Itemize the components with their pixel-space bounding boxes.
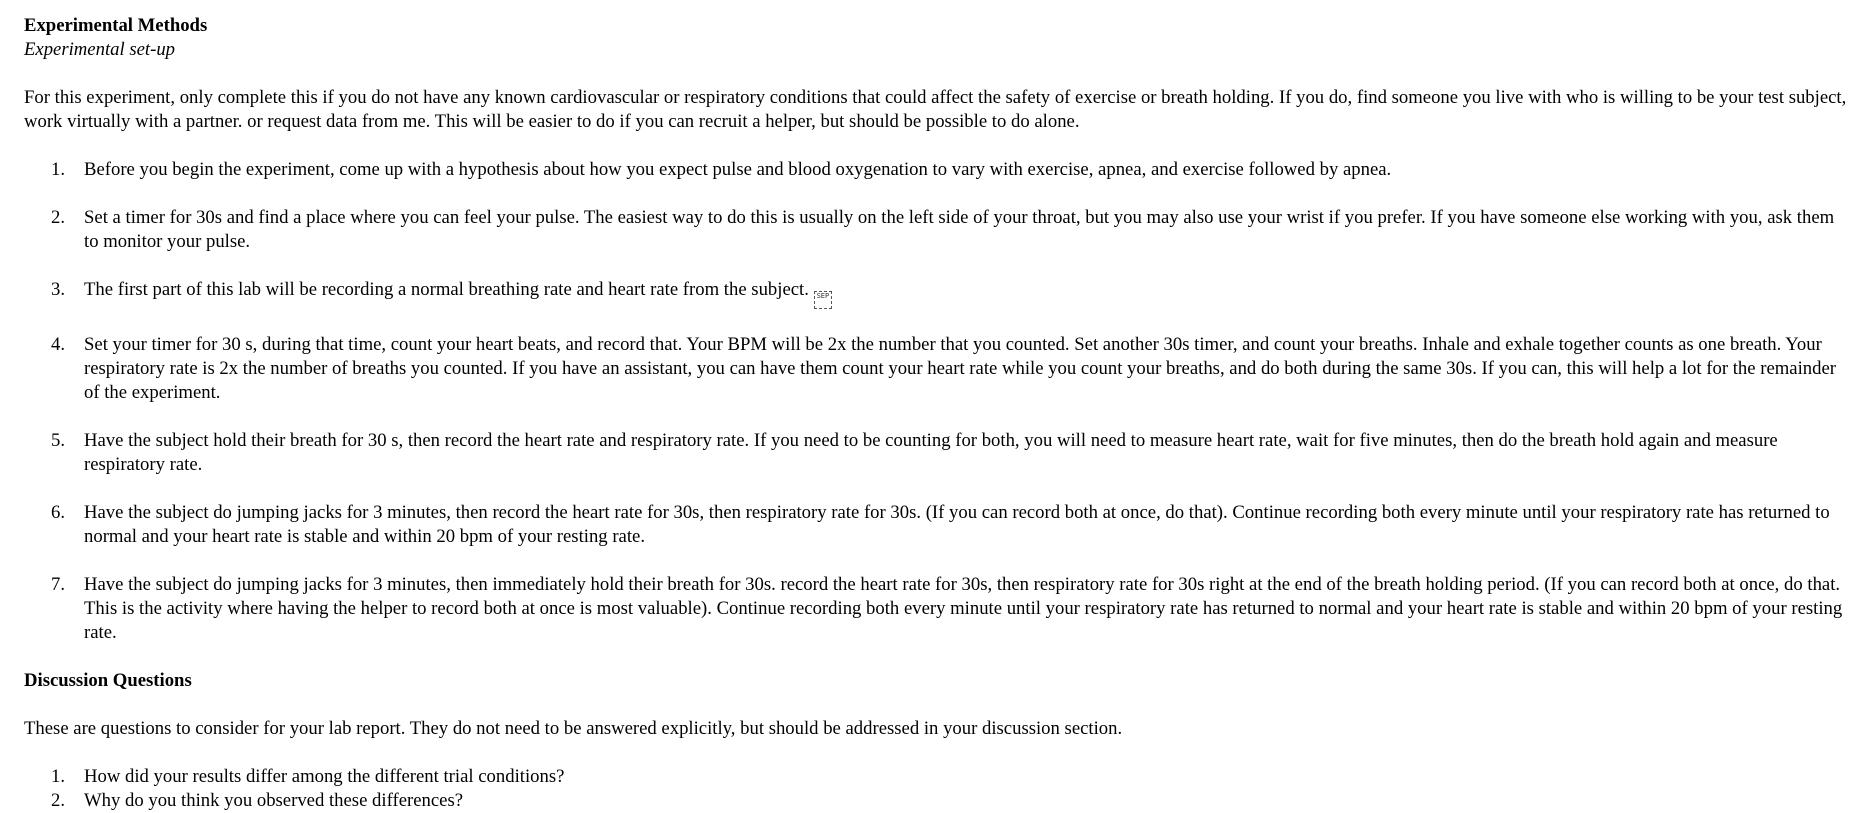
spacer [24, 741, 1852, 765]
discussion-questions-list [24, 765, 1852, 813]
list-item-text: The first part of this lab will be recording a normal breathing rate and heart rate from the subject. [84, 279, 809, 300]
discussion-intro: These are questions to consider for your lab report. They do not need to be answered explicitly, but should be addressed in your discussion section. [24, 718, 1123, 739]
list-number: 5. [51, 430, 66, 451]
list-number: 2. [51, 207, 66, 228]
methods-steps-list [24, 158, 1852, 645]
list-item-text: Have the subject do jumping jacks for 3 minutes, then immediately hold their breath for 30s. record the heart rate for 30s, then respiratory rate for 30s right at the end of the breath holding period. (If you can record both at once, do that. This is the activity where having the helper to record both at once is most valuable). Continue recording both every minute until your respiratory rate has returned to normal and your heart rate is stable and within 20 bpm of your resting rate. [84, 574, 1843, 643]
list-item [24, 206, 1852, 254]
list-number: 3. [51, 279, 66, 300]
section-title: Experimental Methods [24, 15, 208, 36]
list-item [24, 789, 1852, 813]
intro-paragraph: For this experiment, only complete this if you do not have any known cardiovascular or respiratory conditions that could affect the safety of exercise or breath holding. If you do, find someone you live with who is willing to be your test subject, work virtually with a partner. or request data from me. This will be easier to do if you can recruit a helper, but should be possible to do alone. [24, 87, 1847, 132]
spacer [24, 134, 1852, 158]
list-item [24, 765, 1852, 789]
list-item [24, 429, 1852, 477]
list-number: 2. [51, 790, 66, 811]
list-item-text: Why do you think you observed these differences? [84, 790, 464, 811]
list-item-text: How did your results differ among the different trial conditions? [84, 766, 565, 787]
list-number: 1. [51, 159, 66, 180]
spacer [24, 62, 1852, 86]
list-item-text: Set your timer for 30 s, during that time, count your heart beats, and record that. Your BPM will be 2x the number that you counted. Set another 30s timer, and count your breaths. Inhale and exhale together counts as one breath. Your respiratory rate is 2x the number of breaths you counted. If you have an assistant, you can have them count your heart rate while you count your breaths, and do both during the same 30s. If you can, this will help a lot for the remainder of the experiment. [84, 334, 1836, 403]
discussion-title: Discussion Questions [24, 670, 192, 691]
list-number: 7. [51, 574, 66, 595]
subsection-title: Experimental set-up [24, 39, 176, 60]
list-number: 6. [51, 502, 66, 523]
list-number: 1. [51, 766, 66, 787]
list-item [24, 573, 1852, 645]
list-number: 4. [51, 334, 66, 355]
list-item [24, 278, 1852, 309]
list-item [24, 333, 1852, 405]
list-item-text: Have the subject do jumping jacks for 3 minutes, then record the heart rate for 30s, then respiratory rate for 30s. (If you can record both at once, do that). Continue recording both every minute until your respiratory rate has returned to normal and your heart rate is stable and within 20 bpm of your resting rate. [84, 502, 1830, 547]
list-item-text: Before you begin the experiment, come up with a hypothesis about how you expect pulse and blood oxygenation to vary with exercise, apnea, and exercise followed by apnea. [84, 159, 1392, 180]
list-item [24, 501, 1852, 549]
list-item-text: Set a timer for 30s and find a place where you can feel your pulse. The easiest way to do this is usually on the left side of your throat, but you may also use your wrist if you prefer. If you have someone else working with you, ask them to monitor your pulse. [84, 207, 1835, 252]
list-item [24, 158, 1852, 182]
spacer [24, 693, 1852, 717]
list-item-text: Have the subject hold their breath for 30 s, then record the heart rate and respiratory rate. If you need to be counting for both, you will need to measure heart rate, wait for five minutes, then do the breath hold again and measure respiratory rate. [84, 430, 1778, 475]
separator-glyph-icon: SEP [814, 291, 832, 309]
